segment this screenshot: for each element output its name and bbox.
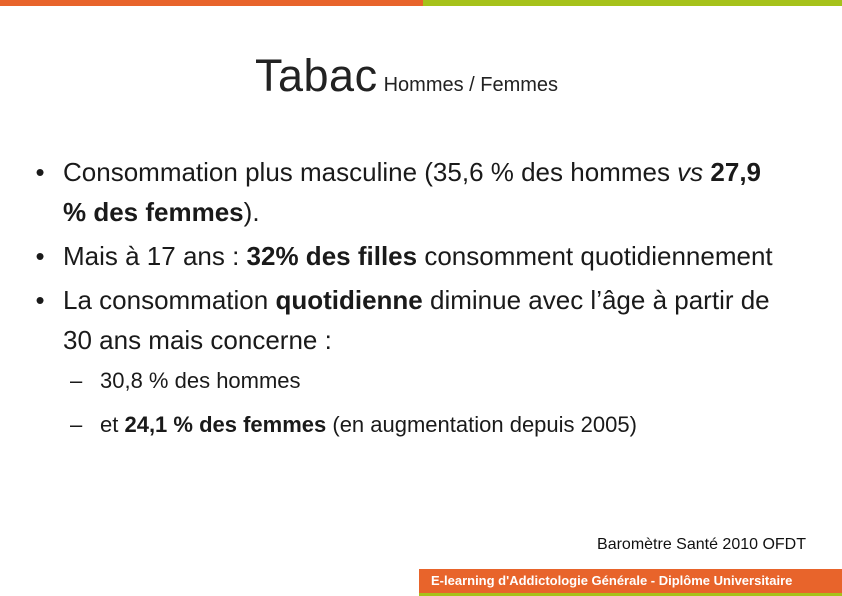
top-accent-bar xyxy=(0,0,842,6)
bullet-list xyxy=(30,152,790,454)
bullet-item xyxy=(30,152,790,232)
bullet-text: Mais à 17 ans : xyxy=(63,241,247,271)
bullet-bold-text: 27,9 % des femmes xyxy=(63,157,762,227)
top-bar-orange-segment xyxy=(0,0,423,6)
bullet-text: Consommation plus masculine (35,6 % des hommes xyxy=(63,157,678,187)
bullet-dot: • xyxy=(35,157,45,187)
footer-bar xyxy=(0,569,842,596)
sub-bullet-item xyxy=(30,410,790,440)
bullet-italic-text: vs xyxy=(677,157,704,187)
sub-bullet-dash: – xyxy=(70,368,83,393)
slide-title-main: Tabac xyxy=(255,50,378,101)
footer-blank-segment xyxy=(0,569,419,596)
bullet-text: ). xyxy=(243,197,260,227)
top-bar-green-segment xyxy=(423,0,842,6)
footer-banner-text: E-learning d'Addictologie Générale - Diplôme Universitaire xyxy=(419,569,842,596)
bullet-bold-text: 32% des filles xyxy=(246,241,418,271)
bullet-item xyxy=(30,236,790,276)
slide-title xyxy=(255,50,558,102)
bullet-text: La consommation xyxy=(63,285,276,315)
bullet-bold-text: quotidienne xyxy=(275,285,423,315)
sub-bullet-text: et xyxy=(100,412,125,437)
source-citation: Baromètre Santé 2010 OFDT xyxy=(597,536,806,553)
bullet-text: diminue avec l’âge à partir de 30 ans mais concerne : xyxy=(63,285,770,355)
sub-bullet-text: 30,8 % des hommes xyxy=(100,368,301,393)
sub-bullet-dash: – xyxy=(70,412,83,437)
bullet-dot: • xyxy=(35,241,45,271)
bullet-text: consomment quotidiennement xyxy=(417,241,773,271)
sub-bullet-text: (en augmentation depuis 2005) xyxy=(326,412,637,437)
sub-bullet-bold-text: 24,1 % des femmes xyxy=(124,412,327,437)
sub-bullet-item xyxy=(30,366,790,396)
slide-title-sub: Hommes / Femmes xyxy=(383,74,559,96)
bullet-item xyxy=(30,280,790,360)
bullet-dot: • xyxy=(35,285,45,315)
